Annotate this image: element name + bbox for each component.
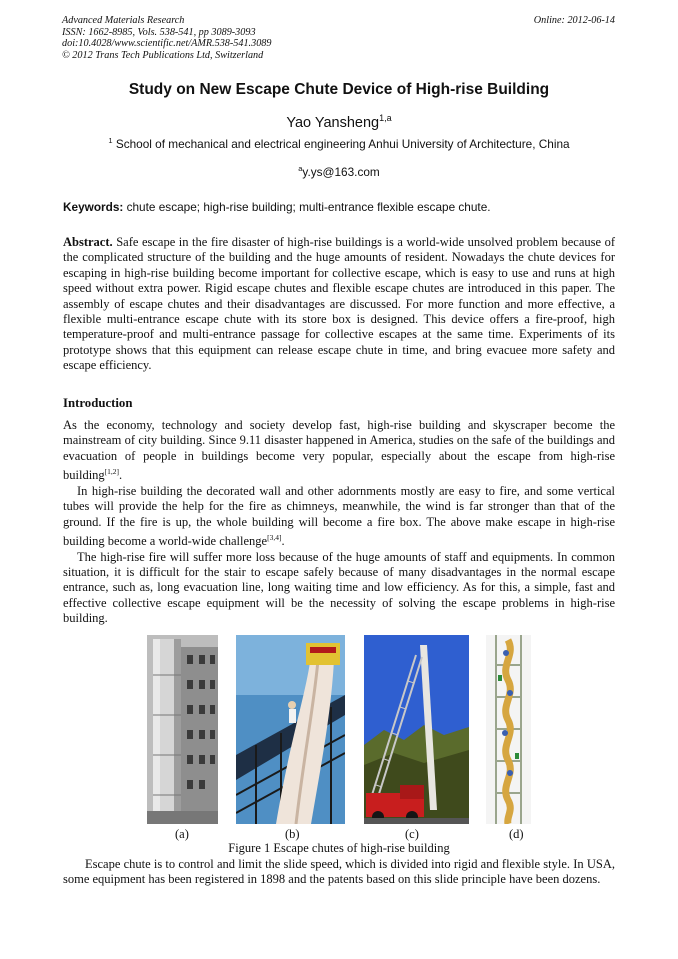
intro-p2-text: In high-rise building the decorated wall and other adornments mostly are easy to fire, and some vertical tubes will provide the help for the fire as chimneys, meanwhile, the wind is far stronger than that of the ground. If the fire is up, the whole building will become a fire box. The above make escape in high-rise building become a world-wide challenge	[63, 483, 615, 549]
closing-paragraph: Escape chute is to control and limit the slide speed, which is divided into rigid and flexible style. In USA, some equipment has been registered in 1898 and the patents based on this slide principle have been dozens.	[63, 857, 615, 887]
citation-ref: [3,4]	[267, 533, 282, 542]
figure-label-b: (b)	[285, 827, 300, 841]
figure-caption: Figure 1 Escape chutes of high-rise building	[228, 841, 450, 855]
email	[0, 164, 678, 179]
author-line	[0, 113, 678, 131]
email-text: y.ys@163.com	[302, 164, 380, 179]
citation-ref: [1,2]	[104, 467, 120, 477]
figure-label-a: (a)	[175, 827, 189, 841]
figure-image-b	[236, 635, 345, 824]
author-sup: 1,a	[379, 113, 392, 123]
section-heading-introduction: Introduction	[63, 396, 133, 410]
journal-header	[62, 15, 271, 61]
introduction-body	[63, 418, 615, 627]
online-date: Online: 2012-06-14	[533, 15, 615, 26]
intro-paragraph-3: The high-rise fire will suffer more loss because of the huge amounts of staff and equipments. In common situation, it is difficult for the stair to escape safely because of many disadvantages in the normal escape entrance, such as, long evacuation line, long waiting time and low efficiency. As for this, a simple, fast and effective collective escape equipment will be the necessity of solving the escape problems in high-rise building.	[63, 549, 615, 626]
abstract-label: Abstract.	[63, 235, 113, 249]
affiliation-text: School of mechanical and electrical engineering Anhui University of Architecture, China	[115, 136, 570, 151]
intro-p1-text: As the economy, technology and society develop fast, high-rise building and skyscraper become the mainstream of city building. Since 9.11 disaster happened in America, studies on the safe of the buildings and evacuation of people in buildings become very popular, especially about the escape from high-rise building	[63, 418, 615, 483]
abstract	[63, 235, 615, 374]
intro-paragraph-1: As the economy, technology and society develop fast, high-rise building and skyscraper become the mainstream of city building. Since 9.11 disaster happened in America, studies on the safe of the buildings and evacuation of people in buildings become very popular, especially about the escape from high-rise building[1,2].	[63, 418, 615, 483]
issn-line: ISSN: 1662-8985, Vols. 538-541, pp 3089-3093	[62, 26, 256, 38]
email-sup: a	[298, 164, 303, 173]
figure-label-c: (c)	[405, 827, 419, 841]
keywords-text: chute escape; high-rise building; multi-entrance flexible escape chute.	[126, 200, 491, 214]
affiliation	[0, 136, 678, 151]
figure-image-a	[147, 635, 218, 824]
abstract-text: Safe escape in the fire disaster of high-rise buildings is a world-wide unsolved problem because of the complicated structure of the building and the huge amounts of resident. Nowadays the chute devices for escaping in high-rise building become important for collective escape, which is easy to use and runs at high speed without extra power. Rigid escape chutes and flexible escape chutes are introduced in this paper. The assembly of escape chutes and their disadvantages are discussed. For more function and more effective, a flexible multi-entrance escape chute with its store box is designed. This device offers a fire-proof, high temperature-proof and multi-entrance passage for collective escapes at the same time. Experiments of its prototype shows that this equipment can release escape chute in time, and bring evacuee more safety and escape efficiency.	[63, 235, 615, 373]
author-name: Yao Yansheng	[286, 114, 380, 131]
keywords-label: Keywords:	[63, 200, 124, 214]
doi-line: doi:10.4028/www.scientific.net/AMR.538-541.3089	[62, 38, 272, 49]
affiliation-sup: 1	[108, 136, 113, 145]
figure-label-d: (d)	[509, 827, 524, 841]
paper-title: Study on New Escape Chute Device of High-rise Building	[128, 81, 550, 98]
intro-paragraph-2: In high-rise building the decorated wall and other adornments mostly are easy to fire, and some vertical tubes will provide the help for the fire as chimneys, meanwhile, the wind is far stronger than that of the ground. If the fire is up, the whole building will become a fire box. The above make escape in high-rise building become a world-wide challenge[3,4].	[63, 483, 615, 549]
keywords	[63, 200, 491, 214]
journal-name: Advanced Materials Research	[62, 15, 185, 26]
copyright-line: © 2012 Trans Tech Publications Ltd, Switzerland	[62, 49, 264, 61]
figure-image-c	[364, 635, 469, 824]
figure-image-d	[486, 635, 531, 824]
